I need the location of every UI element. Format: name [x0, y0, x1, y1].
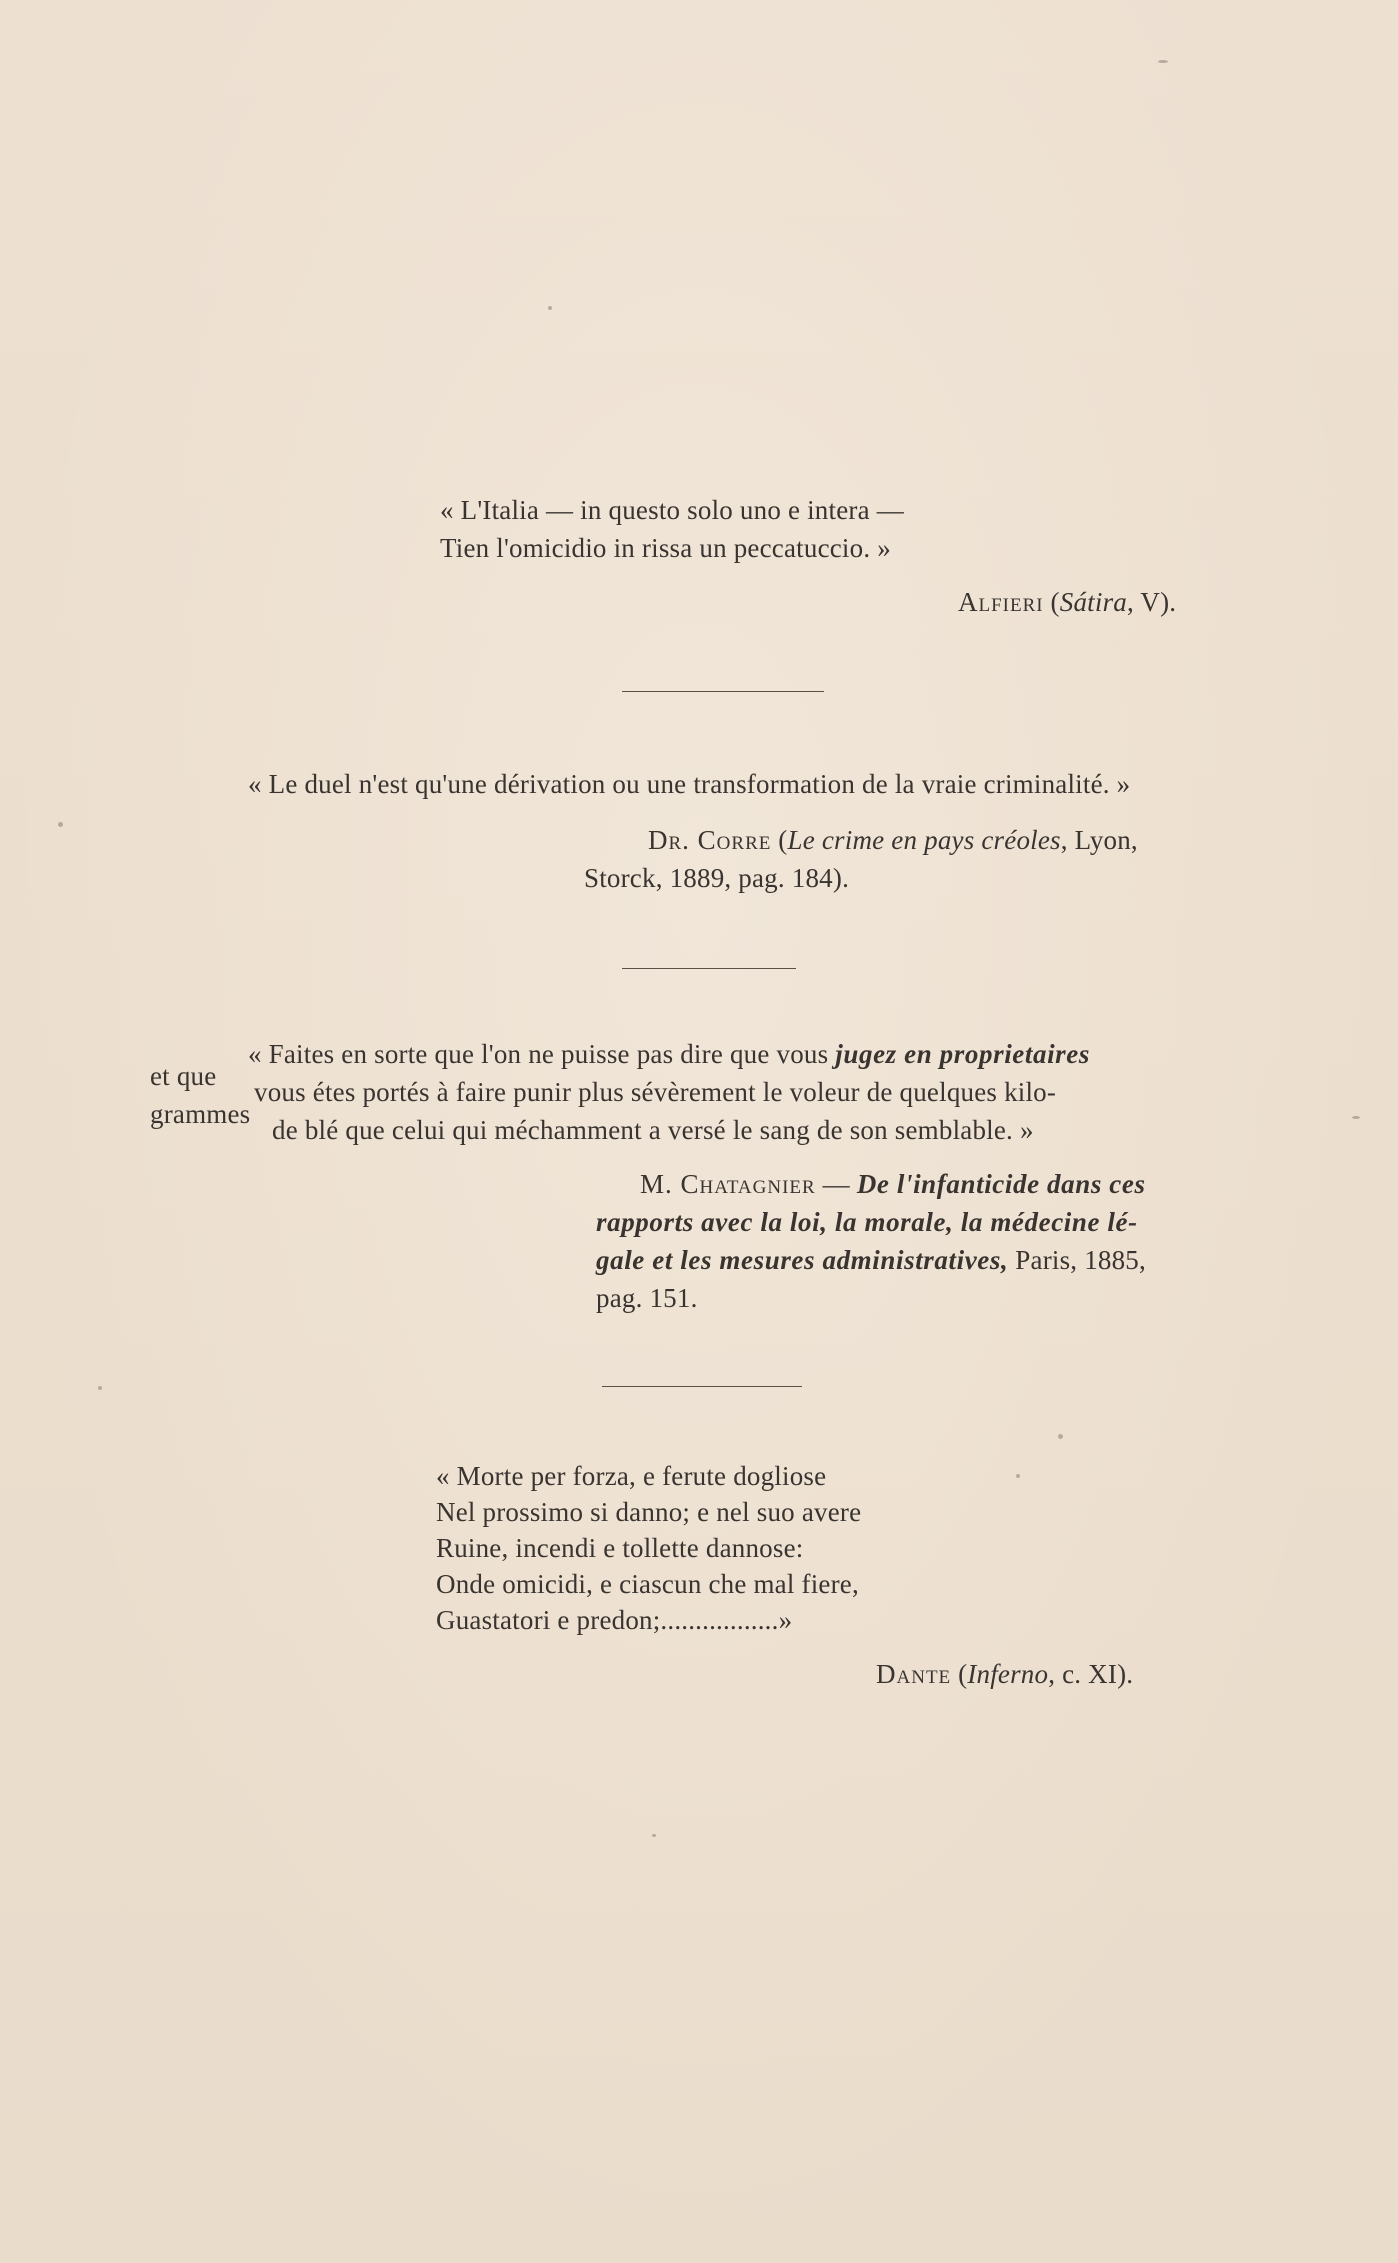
epigraph-chatagnier-line-3a: grammes — [150, 1099, 251, 1129]
paper-speck — [652, 1834, 656, 1837]
epigraph-chatagnier-line-1 — [248, 1036, 1090, 1072]
epigraph-dante-line-5: Guastatori e predon;.................» — [436, 1605, 793, 1635]
separator-rule-2 — [622, 968, 796, 969]
work-title-dante: Inferno — [967, 1659, 1049, 1689]
paren-open: ( — [771, 825, 788, 855]
work-title-corre: Le crime en pays créoles — [787, 825, 1061, 855]
attribution-corre-line-2: Storck, 1889, pag. 184). — [584, 863, 850, 893]
epigraph-dante-line-3: Ruine, incendi e tollette dannose: — [436, 1533, 804, 1563]
paper-speck — [1058, 1434, 1063, 1439]
attribution-rest: , c. XI). — [1048, 1659, 1134, 1689]
attribution-chatagnier-line-2: rapports avec la loi, la morale, la médecine lé- — [596, 1207, 1138, 1237]
epigraph-chatagnier-line-2a: et que — [150, 1061, 217, 1091]
paren-open: ( — [951, 1659, 968, 1689]
epigraph-corre-line: « Le duel n'est qu'une dérivation ou une transformation de la vraie criminalité. » — [248, 769, 1131, 799]
author-chatagnier: M. Chatagnier — [640, 1169, 816, 1199]
epigraph-alfieri-line-2: Tien l'omicidio in rissa un peccatuccio. » — [440, 533, 891, 563]
epigraph-chatagnier-line-2b: vous étes portés à faire punir plus sévèrement le voleur de quelques kilo- — [254, 1077, 1057, 1107]
paper-speck — [1352, 1116, 1360, 1119]
attribution-rest: , V). — [1126, 587, 1177, 617]
attribution-chatagnier-line-1 — [640, 1166, 1146, 1202]
paper-speck — [1016, 1474, 1020, 1478]
quote-emphasis: jugez en proprietaires — [835, 1039, 1090, 1069]
attribution-chatagnier-line-4: pag. 151. — [596, 1283, 698, 1313]
dash: — — [815, 1169, 857, 1199]
attribution-rest: , Lyon, — [1060, 825, 1138, 855]
author-dante: Dante — [876, 1659, 952, 1689]
attribution-place-date: Paris, 1885, — [1008, 1245, 1146, 1275]
work-title-alfieri: Sátira — [1059, 587, 1127, 617]
epigraph-chatagnier-line-3b: de blé que celui qui méchamment a versé le sang de son semblable. » — [272, 1115, 1034, 1145]
attribution-dante — [876, 1656, 1133, 1692]
separator-rule-1 — [622, 691, 824, 692]
paper-speck — [548, 306, 552, 310]
separator-rule-3 — [602, 1386, 802, 1387]
paper-speck — [98, 1386, 102, 1390]
attribution-corre-line-1 — [648, 822, 1138, 858]
quote-text: « Faites en sorte que l'on ne puisse pas dire que vous — [248, 1039, 836, 1069]
epigraph-alfieri-line-1: « L'Italia — in questo solo uno e intera — — [440, 495, 904, 525]
work-title-chatagnier-3: gale et les mesures administratives, — [596, 1245, 1009, 1275]
attribution-chatagnier-line-3 — [596, 1242, 1146, 1278]
work-title-chatagnier-1: De l'infanticide dans ces — [856, 1169, 1146, 1199]
paper-speck — [58, 822, 63, 827]
paper-speck — [1158, 60, 1168, 63]
paren-open: ( — [1043, 587, 1060, 617]
epigraph-dante-line-1: « Morte per forza, e ferute dogliose — [436, 1461, 827, 1491]
author-alfieri: Alfieri — [958, 587, 1044, 617]
attribution-alfieri — [958, 584, 1176, 620]
epigraph-dante-line-4: Onde omicidi, e ciascun che mal fiere, — [436, 1569, 859, 1599]
epigraph-dante-line-2: Nel prossimo si danno; e nel suo avere — [436, 1497, 862, 1527]
author-corre: Dr. Corre — [648, 825, 772, 855]
